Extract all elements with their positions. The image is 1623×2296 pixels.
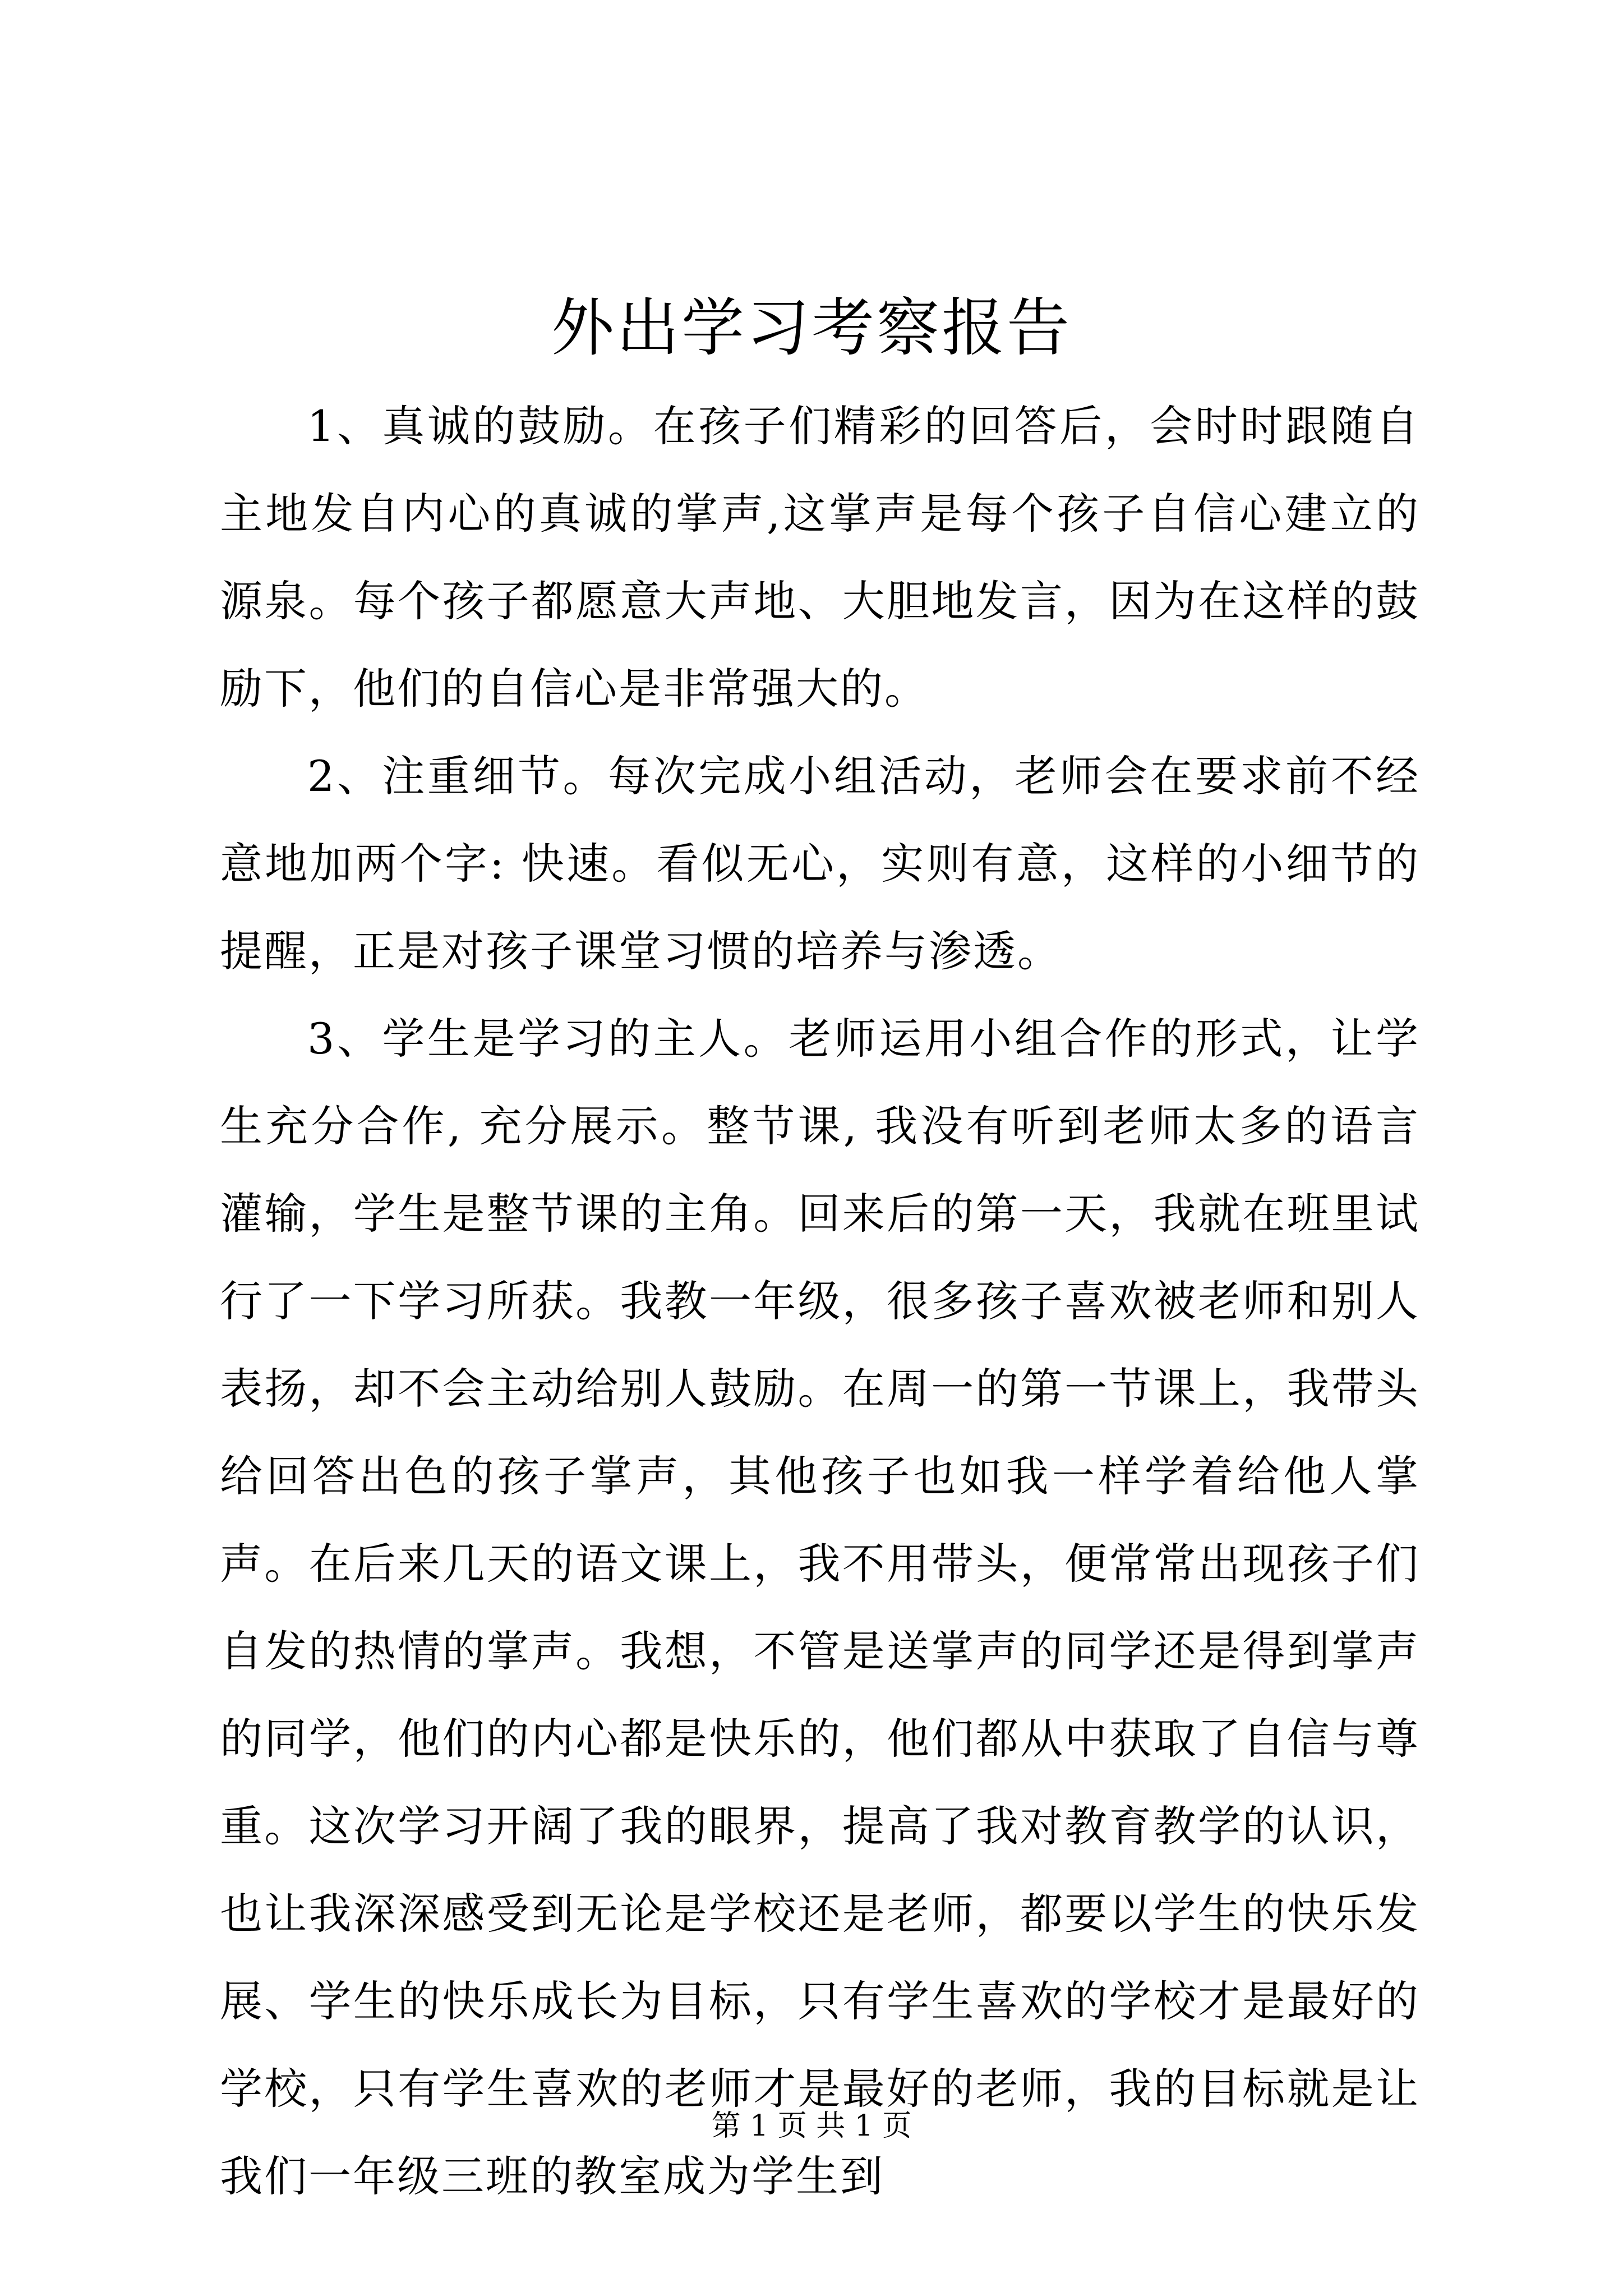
- document-body: [220, 383, 1420, 2220]
- paragraph-1: 1、真诚的鼓励。在孩子们精彩的回答后，会时时跟随自主地发自内心的真诚的掌声,这掌声是每个孩子自信心建立的源泉。每个孩子都愿意大声地、大胆地发言，因为在这样的鼓励下，他们的自信心是非常强大的。: [220, 401, 1420, 714]
- document-title: 外出学习考察报告: [551, 292, 1072, 365]
- paragraph-2: 2、注重细节。每次完成小组活动，老师会在要求前不经意地加两个字: 快速。看似无心，实则有意，这样的小细节的提醒，正是对孩子课堂习惯的培养与渗透。: [220, 751, 1420, 976]
- page-footer: 第 1 页 共 1 页: [711, 2109, 912, 2143]
- paragraph-3: 3、学生是学习的主人。老师运用小组合作的形式，让学生充分合作, 充分展示。整节课, 我没有听到老师太多的语言灌输，学生是整节课的主角。回来后的第一天，我就在班里试行了一下学习所获。我教一年级，很多孩子喜欢被老师和别人表扬，却不会主动给别人鼓励。在周一的第一节课上，我带头给回答出色的孩子掌声，其他孩子也如我一样学着给他人掌声。在后来几天的语文课上，我不用带头，便常常出现孩子们自发的热情的掌声。我想，不管是送掌声的同学还是得到掌声的同学，他们的内心都是快乐的，他们都从中获取了自信与尊重。这次学习开阔了我的眼界，提高了我对教育教学的认识，也让我深深感受到无论是学校还是老师，都要以学生的快乐发展、学生的快乐成长为目标，只有学生喜欢的学校才是最好的学校，只有学生喜欢的老师才是最好的老师，我的目标就是让我们一年级三班的教室成为学生到: [220, 1014, 1420, 2201]
